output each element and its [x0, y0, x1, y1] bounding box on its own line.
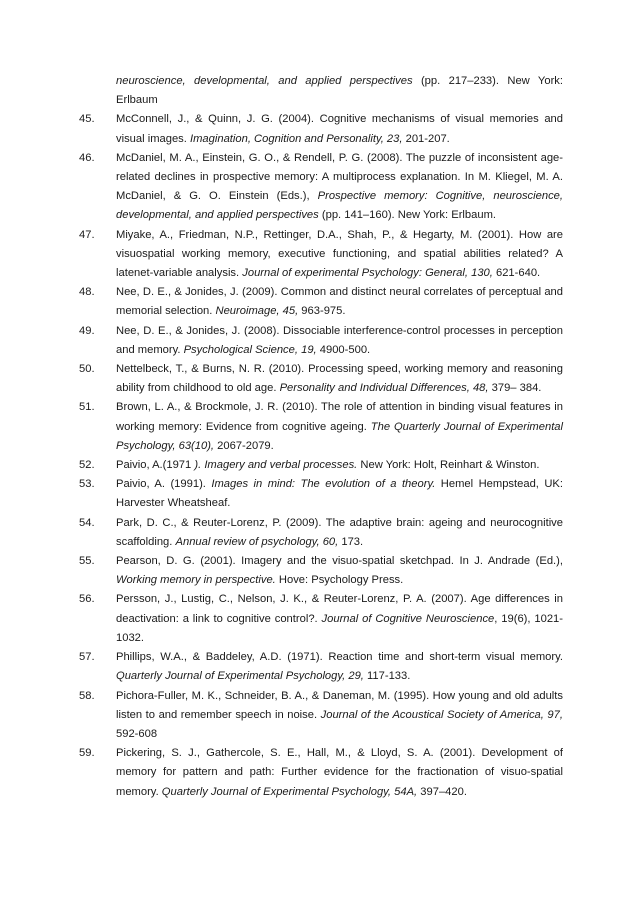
reference-entry	[79, 744, 563, 802]
reference-text-italic: Working memory in perspective.	[116, 574, 276, 587]
reference-number: 46.	[79, 151, 95, 164]
reference-text	[116, 514, 563, 552]
reference-number: 48.	[79, 286, 95, 299]
reference-text-plain: Nee, D. E., & Jonides, J. (2008). Dissociable interference-control processes in perception and memory.	[116, 324, 563, 356]
reference-text-plain: Pichora-Fuller, M. K., Schneider, B. A., & Daneman, M. (1995). How young and old adults listen to and remember speech in noise.	[116, 689, 563, 721]
reference-entry	[79, 648, 563, 686]
reference-entry	[79, 514, 563, 552]
reference-number: 57.	[79, 651, 95, 664]
reference-text	[116, 110, 563, 148]
reference-entry	[79, 360, 563, 398]
reference-text-pages: 201-207.	[402, 132, 450, 145]
reference-text-italic: Journal of Cognitive Neuroscience	[321, 612, 495, 625]
reference-text-italic: Neuroimage, 45,	[215, 305, 299, 318]
reference-entry	[79, 590, 563, 648]
reference-number: 49.	[79, 324, 95, 337]
reference-number: 56.	[79, 593, 95, 606]
reference-text-italic: Images in mind: The evolution of a theory.	[211, 478, 436, 491]
reference-text-plain: Nettelbeck, T., & Burns, N. R. (2010). Processing speed, working memory and reasoning ability from childhood to old age.	[116, 363, 563, 395]
reference-number: 53.	[79, 478, 95, 491]
reference-text-pages: , 19(6), 1021-1032.	[116, 612, 563, 644]
reference-text-plain: McDaniel, M. A., Einstein, G. O., & Rendell, P. G. (2008). The puzzle of inconsistent age-related declines in prospective memory: A multiprocess explanation. In M. Kliegel, M. A. McDaniel, & G. O. Einstein (Eds.),	[116, 151, 563, 203]
reference-text	[116, 552, 563, 590]
reference-text	[116, 360, 563, 398]
reference-entry	[79, 283, 563, 321]
reference-text-plain: Paivio, A.(1971	[116, 459, 192, 472]
reference-text-pages: 621-640.	[492, 267, 541, 280]
reference-text	[116, 475, 563, 513]
reference-entry	[79, 149, 563, 226]
reference-text	[116, 322, 563, 360]
reference-entry	[79, 687, 563, 745]
reference-number: 51.	[79, 401, 95, 414]
reference-text-italic: Journal of experimental Psychology: General, 130,	[242, 267, 493, 280]
reference-text-italic: Annual review of psychology, 60,	[175, 535, 339, 548]
reference-text-plain: Nee, D. E., & Jonides, J. (2009). Common and distinct neural correlates of perceptual and memorial selection.	[116, 286, 563, 318]
reference-text	[116, 687, 563, 745]
reference-text	[116, 283, 563, 321]
reference-text-italic: Journal of the Acoustical Society of America, 97,	[320, 708, 563, 721]
reference-text-pages: 592-608	[116, 727, 158, 740]
reference-text-italic: Psychological Science, 19,	[183, 343, 317, 356]
reference-text-plain: McConnell, J., & Quinn, J. G. (2004). Cognitive mechanisms of visual memories and visual images.	[116, 113, 563, 145]
reference-text	[116, 398, 563, 456]
reference-text-pages: 397–420.	[417, 785, 467, 798]
reference-text-pages: (pp. 141–160). New York: Erlbaum.	[318, 209, 496, 222]
reference-text	[116, 590, 563, 648]
reference-text-pages: 379– 384.	[488, 382, 542, 395]
reference-number: 55.	[79, 555, 95, 568]
reference-text-italic: Quarterly Journal of Experimental Psychology, 54A,	[161, 785, 418, 798]
reference-text-plain: Pearson, D. G. (2001). Imagery and the visuo-spatial sketchpad. In J. Andrade (Ed.),	[116, 555, 563, 568]
reference-number: 54.	[79, 516, 95, 529]
reference-text-pages: 117-133.	[363, 670, 411, 683]
reference-text-italic: ). Imagery and verbal processes.	[194, 459, 358, 472]
reference-text-plain: Phillips, W.A., & Baddeley, A.D. (1971). Reaction time and short-term visual memory.	[116, 651, 563, 664]
reference-number: 52.	[79, 459, 95, 472]
reference-text-plain: Miyake, A., Friedman, N.P., Rettinger, D.A., Shah, P., & Hegarty, M. (2001). How are visuospatial working memory, executive functioning, and spatial abilities related? A latenet-variable analysis.	[116, 228, 563, 280]
reference-text-italic: Quarterly Journal of Experimental Psychology, 29,	[116, 670, 364, 683]
reference-text	[116, 648, 563, 686]
reference-text-italic: Prospective memory: Cognitive, neuroscience, developmental, and applied perspectives	[116, 190, 564, 222]
reference-text	[116, 744, 563, 802]
reference-text-plain: Paivio, A. (1991).	[116, 478, 206, 491]
reference-text-pages: New York: Holt, Reinhart & Winston.	[357, 459, 540, 472]
reference-text-pages: Hove: Psychology Press.	[275, 574, 404, 587]
reference-text-italic: The Quarterly Journal of Experimental Psychology, 63(10),	[116, 420, 564, 452]
reference-entry	[79, 398, 563, 456]
reference-text-pages: 173.	[338, 535, 364, 548]
continuation-plain: (pp. 217–233). New York: Erlbaum	[116, 75, 563, 107]
reference-text	[116, 149, 563, 226]
reference-text-plain: Brown, L. A., & Brockmole, J. R. (2010). The role of attention in binding visual features in working memory: Evidence from cognitive ageing.	[116, 401, 563, 433]
reference-entry	[79, 322, 563, 360]
reference-text-plain: Park, D. C., & Reuter-Lorenz, P. (2009). The adaptive brain: ageing and neurocognitive scaffolding.	[116, 516, 563, 548]
continuation-italic: neuroscience, developmental, and applied perspectives	[116, 75, 413, 87]
reference-text	[116, 226, 563, 284]
reference-text	[116, 456, 563, 475]
reference-number: 47.	[79, 228, 95, 241]
reference-continuation	[79, 72, 563, 110]
reference-text-pages: 4900-500.	[316, 343, 371, 356]
reference-text-pages: 2067-2079.	[214, 439, 274, 452]
reference-entry	[79, 456, 563, 475]
reference-text-pages: Hemel Hempstead, UK: Harvester Wheatsheaf.	[116, 478, 564, 510]
reference-text-italic: Imagination, Cognition and Personality, 23,	[190, 132, 403, 145]
reference-entry	[79, 226, 563, 284]
reference-text-pages: 963-975.	[298, 305, 346, 318]
reference-entry	[79, 110, 563, 148]
reference-entry	[79, 552, 563, 590]
reference-number: 59.	[79, 747, 95, 760]
reference-list	[79, 72, 563, 802]
reference-text-plain: Persson, J., Lustig, C., Nelson, J. K., & Reuter-Lorenz, P. A. (2007). Age differences in deactivation: a link to cognitive control?.	[116, 593, 563, 625]
reference-entry	[79, 475, 563, 513]
reference-items	[79, 110, 563, 801]
reference-text-plain: Pickering, S. J., Gathercole, S. E., Hall, M., & Lloyd, S. A. (2001). Development of memory for pattern and path: Further evidence for the fractionation of visuo-spatial memory.	[116, 747, 563, 798]
reference-number: 45.	[79, 113, 95, 126]
reference-number: 50.	[79, 363, 95, 376]
reference-text-italic: Personality and Individual Differences, 48,	[279, 382, 489, 395]
reference-number: 58.	[79, 689, 95, 702]
